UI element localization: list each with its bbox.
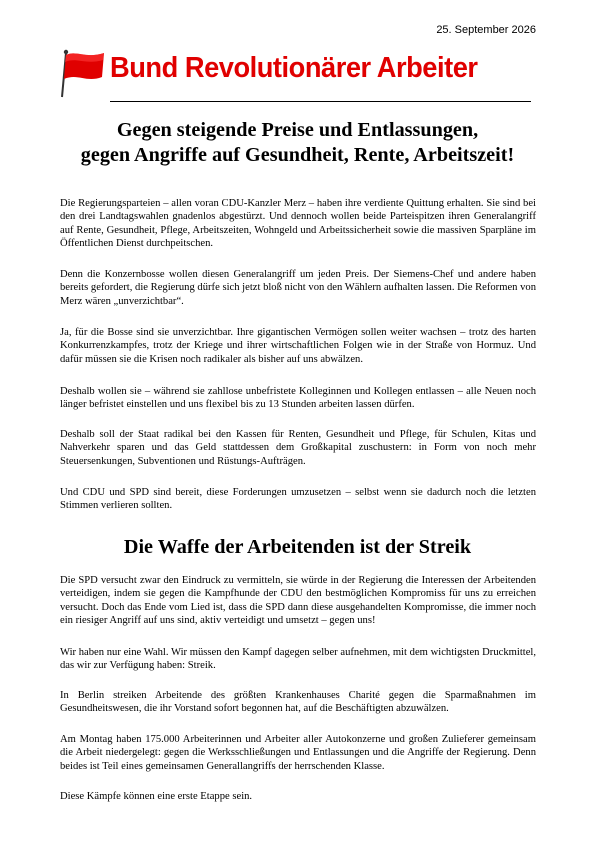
paragraph: Diese Kämpfe können eine erste Etappe sein. — [60, 791, 253, 802]
red-flag-icon — [60, 47, 108, 99]
paragraph: Und CDU und SPD sind bereit, diese Forderungen umzusetzen – selbst wenn sie dadurch noch die letzten Stimmen verlieren sollten. — [60, 487, 536, 512]
paragraph: Deshalb wollen sie – während sie zahllose unbefristete Kolleginnen und Kollegen entlassen – alle Neuen noch länger befristet einstellen und uns flexibel bis zu 13 Stunden arbeiten lassen dürfen. — [60, 386, 536, 411]
paragraph: Am Montag haben 175.000 Arbeiterinnen und Arbeiter aller Autokonzerne und großen Zulieferer gemeinsam die Arbeit niedergelegt: gegen die Werksschließungen und Entlassungen und die Angriffe der Regierung. Denn beides ist Teil eines gemeinsamen Generallangriffs der herrschenden Klasse. — [60, 734, 536, 772]
headline-main — [40, 118, 555, 168]
organization-name: Bund Revolutionärer Arbeiter — [110, 52, 478, 84]
paragraph: Die SPD versucht zwar den Eindruck zu vermitteln, sie würde in der Regierung die Interessen der Arbeitenden verteidigen, indem sie gegen die Kampfhunde der CDU den bestmöglichen Kompromiss für uns zu erreichen versucht. Doch das Ende vom Lied ist, dass die SPD dann diese ausgehandelten Kompromisse, die immer noch ein riesiger Angriff auf uns sind, aktiv verteidigt und umsetzt – gegen uns! — [60, 575, 536, 627]
header-divider — [110, 101, 531, 102]
masthead — [60, 47, 535, 99]
paragraph: Wir haben nur eine Wahl. Wir müssen den Kampf dagegen selber aufnehmen, mit dem wichtigsten Druckmittel, das wir zur Verfügung haben: Streik. — [60, 647, 536, 672]
paragraph: Die Regierungsparteien – allen voran CDU-Kanzler Merz – haben ihre verdiente Quittung erhalten. Sie sind bei den drei Landtagswahlen gnadenlos abgestürzt. Und dennoch wollen beide Parteispitzen ihren Generalangriff auf Rente, Gesundheit, Pflege, Arbeitszeiten, Wohngeld und Arbeitssicherheit sowie die massiven Sparpläne im Öffentlichen Dienst durchpeitschen. — [60, 198, 536, 250]
paragraph: Deshalb soll der Staat radikal bei den Kassen für Renten, Gesundheit und Pflege, für Schulen, Kitas und Nahverkehr sparen und das Geld stattdessen dem Großkapital zuschustern: in Form von noch mehr Steuersenkungen, Subventionen und Rüstungs-Aufträgen. — [60, 429, 536, 467]
headline-secondary: Die Waffe der Arbeitenden ist der Streik — [123, 536, 472, 558]
paragraph: In Berlin streiken Arbeitende des größten Krankenhauses Charité gegen die Sparmaßnahmen im Gesundheitswesen, die ihr Vorstand sofort begonnen hat, auf die Beschäftigten abzuwälzen. — [60, 690, 536, 715]
headline-line-2: gegen Angriffe auf Gesundheit, Rente, Arbeitszeit! — [80, 144, 515, 166]
headline-line-1: Gegen steigende Preise und Entlassungen, — [116, 119, 479, 141]
date: 25. September 2026 — [436, 24, 536, 36]
paragraph: Denn die Konzernbosse wollen diesen Generalangriff um jeden Preis. Der Siemens-Chef und andere haben bereits gefordert, die Regierung dürfe sich jetzt bloß nicht von den Wählern aufhalten lassen. Die Reformen von Merz wären „unverzichtbar“. — [60, 269, 536, 307]
paragraph: Ja, für die Bosse sind sie unverzichtbar. Ihre gigantischen Vermögen sollen weiter wachsen – trotz des harten Konkurrenzkampfes, trotz der Kriege und ihrer wirtschaftlichen Folgen wie in der Straße von Hormuz. Und dafür müssen sie die Krisen noch radikaler als bisher auf uns abwälzen. — [60, 327, 536, 365]
